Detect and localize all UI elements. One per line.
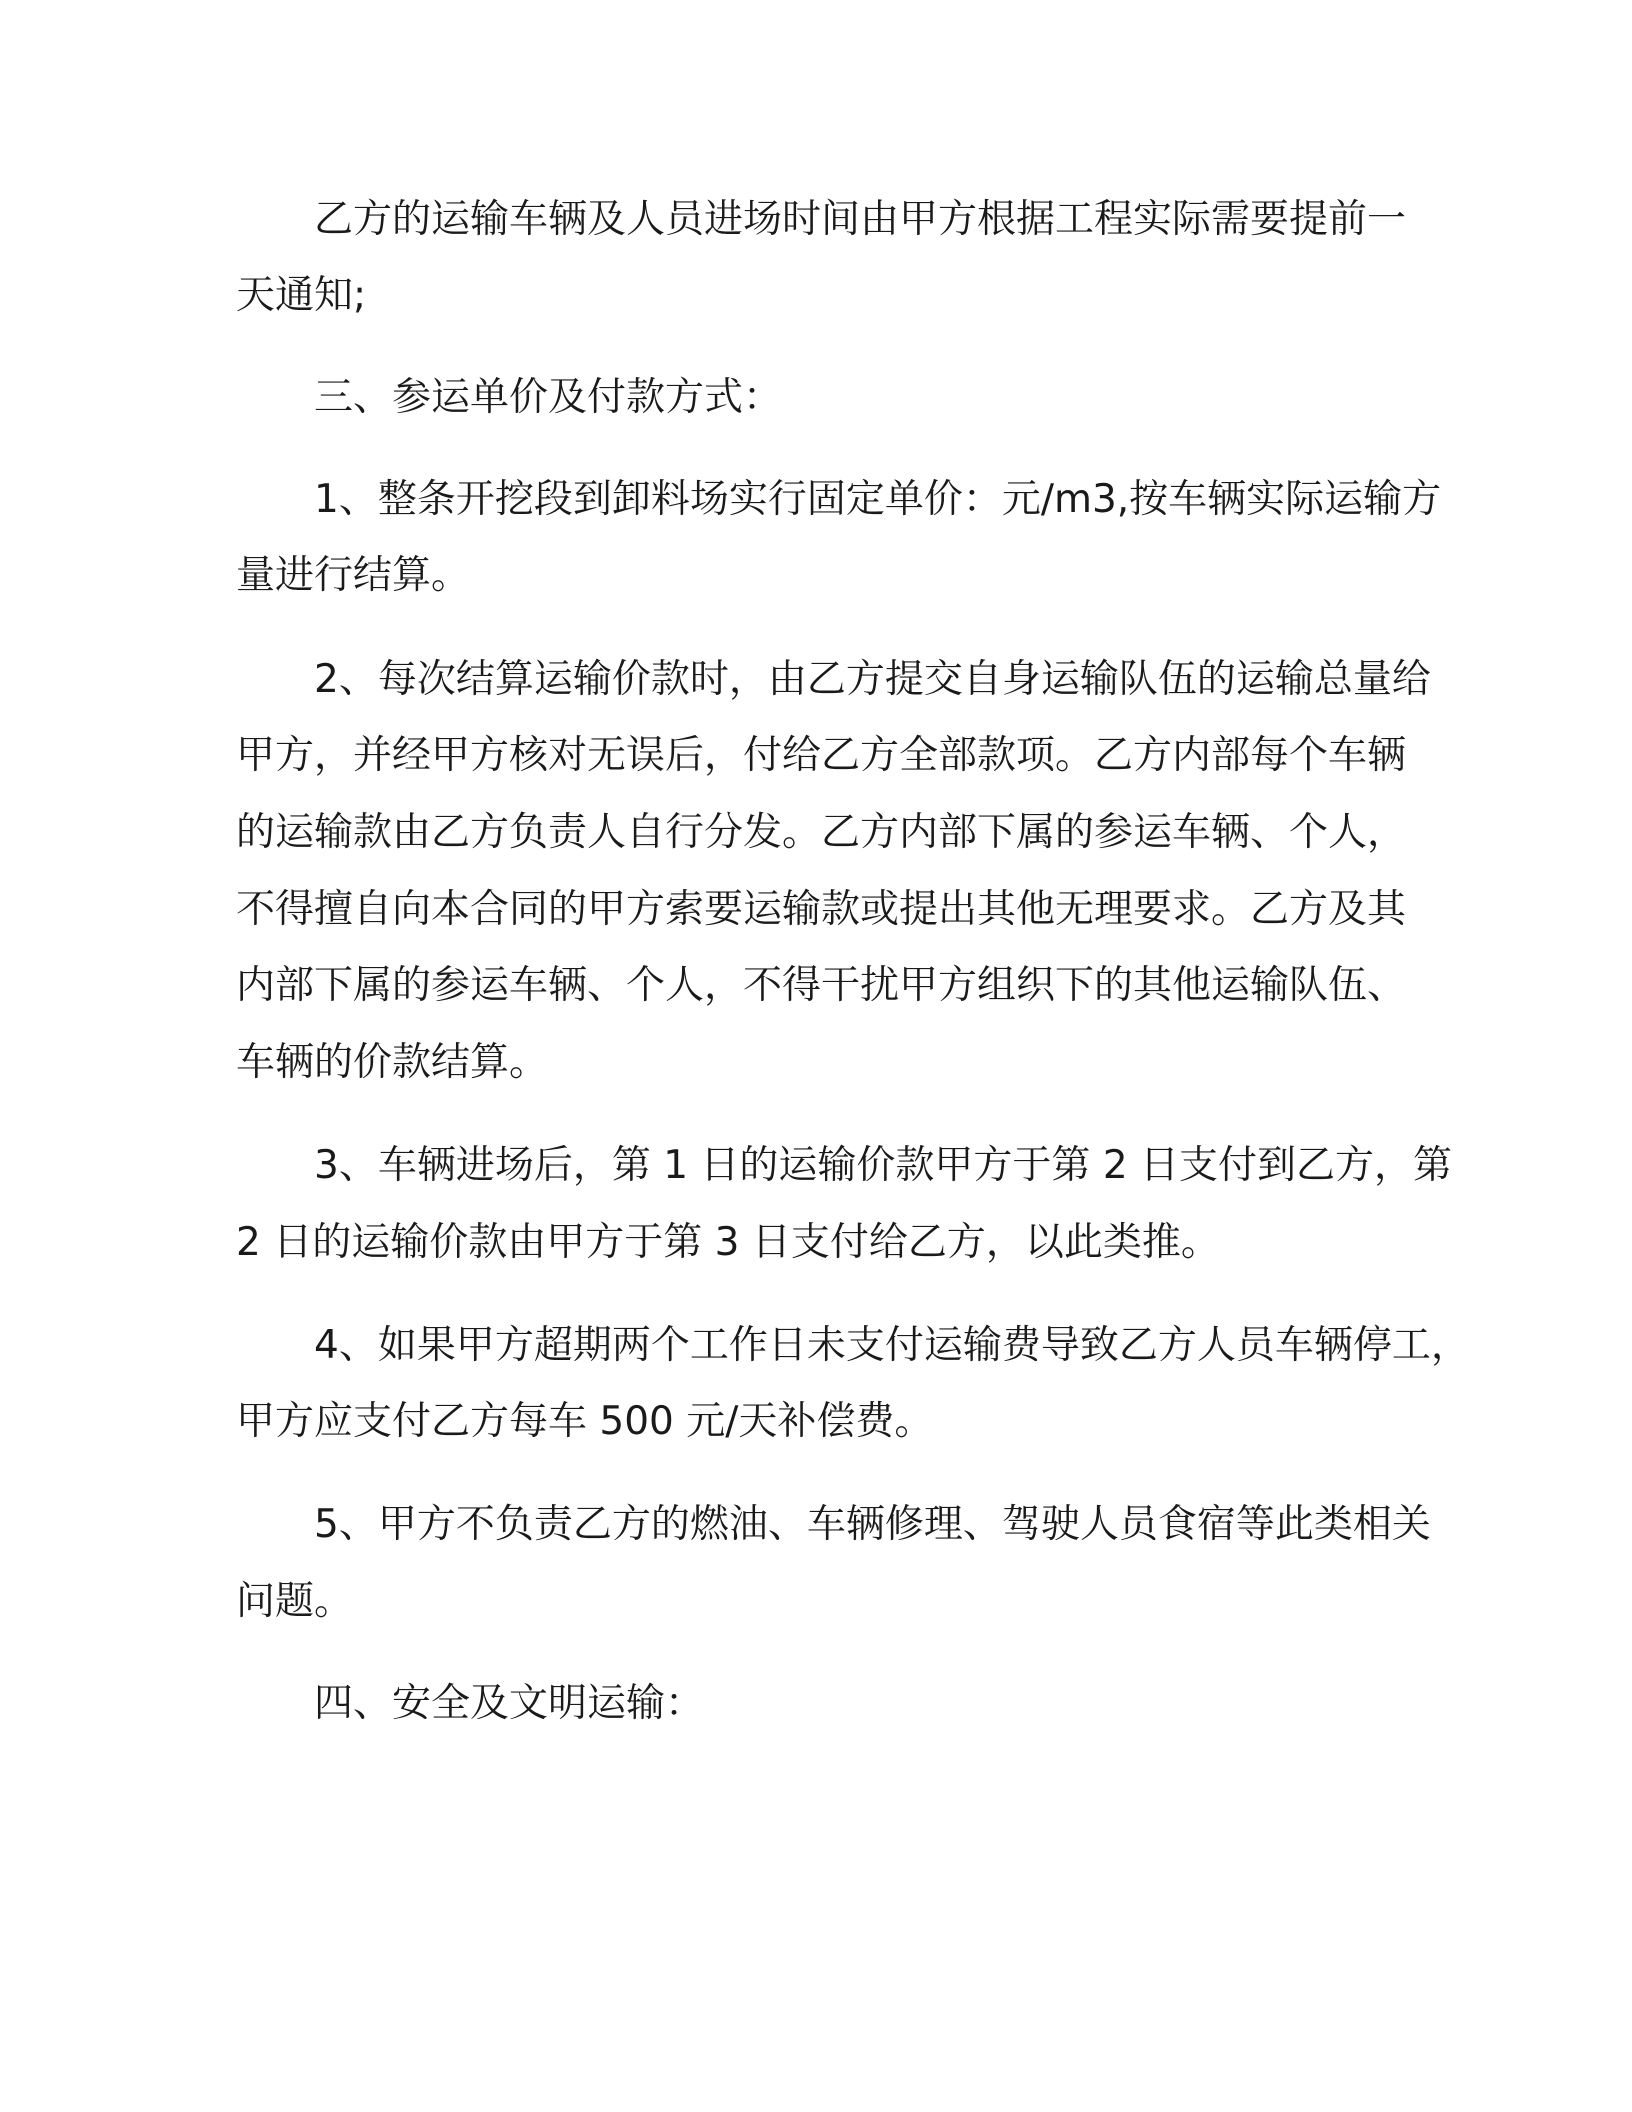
paragraph-line: 车辆的价款结算。 [236, 1040, 549, 1085]
paragraph-line: 量进行结算。 [236, 553, 471, 598]
paragraph-line: 1、整条开挖段到卸料场实行固定单价：元/m3,按车辆实际运输方 [314, 477, 1442, 522]
paragraph-line: 不得擅自向本合同的甲方索要运输款或提出其他无理要求。乙方及其 [236, 887, 1407, 932]
paragraph-line: 4、如果甲方超期两个工作日未支付运输费导致乙方人员车辆停工， [314, 1323, 1470, 1368]
paragraph-line: 2 日的运输价款由甲方于第 3 日支付给乙方，以此类推。 [236, 1220, 1220, 1265]
paragraph-line: 乙方的运输车辆及人员进场时间由甲方根据工程实际需要提前一 [314, 197, 1407, 242]
paragraph-line: 3、车辆进场后，第 1 日的运输价款甲方于第 2 日支付到乙方，第 [314, 1143, 1453, 1188]
paragraph-line: 天通知; [236, 273, 367, 318]
paragraph-line: 问题。 [236, 1579, 354, 1624]
paragraph-line: 2、每次结算运输价款时，由乙方提交自身运输队伍的运输总量给 [314, 657, 1431, 702]
paragraph-line: 的运输款由乙方负责人自行分发。乙方内部下属的参运车辆、个人， [236, 810, 1407, 855]
paragraph-line: 5、甲方不负责乙方的燃油、车辆修理、驾驶人员食宿等此类相关 [314, 1502, 1431, 1547]
paragraph-line: 甲方，并经甲方核对无误后，付给乙方全部款项。乙方内部每个车辆 [236, 733, 1407, 778]
section-heading: 四、安全及文明运输： [314, 1681, 705, 1726]
section-heading: 三、参运单价及付款方式： [314, 375, 783, 420]
paragraph-line: 内部下属的参运车辆、个人，不得干扰甲方组织下的其他运输队伍、 [236, 963, 1407, 1008]
paragraph-line: 甲方应支付乙方每车 500 元/天补偿费。 [236, 1399, 934, 1444]
